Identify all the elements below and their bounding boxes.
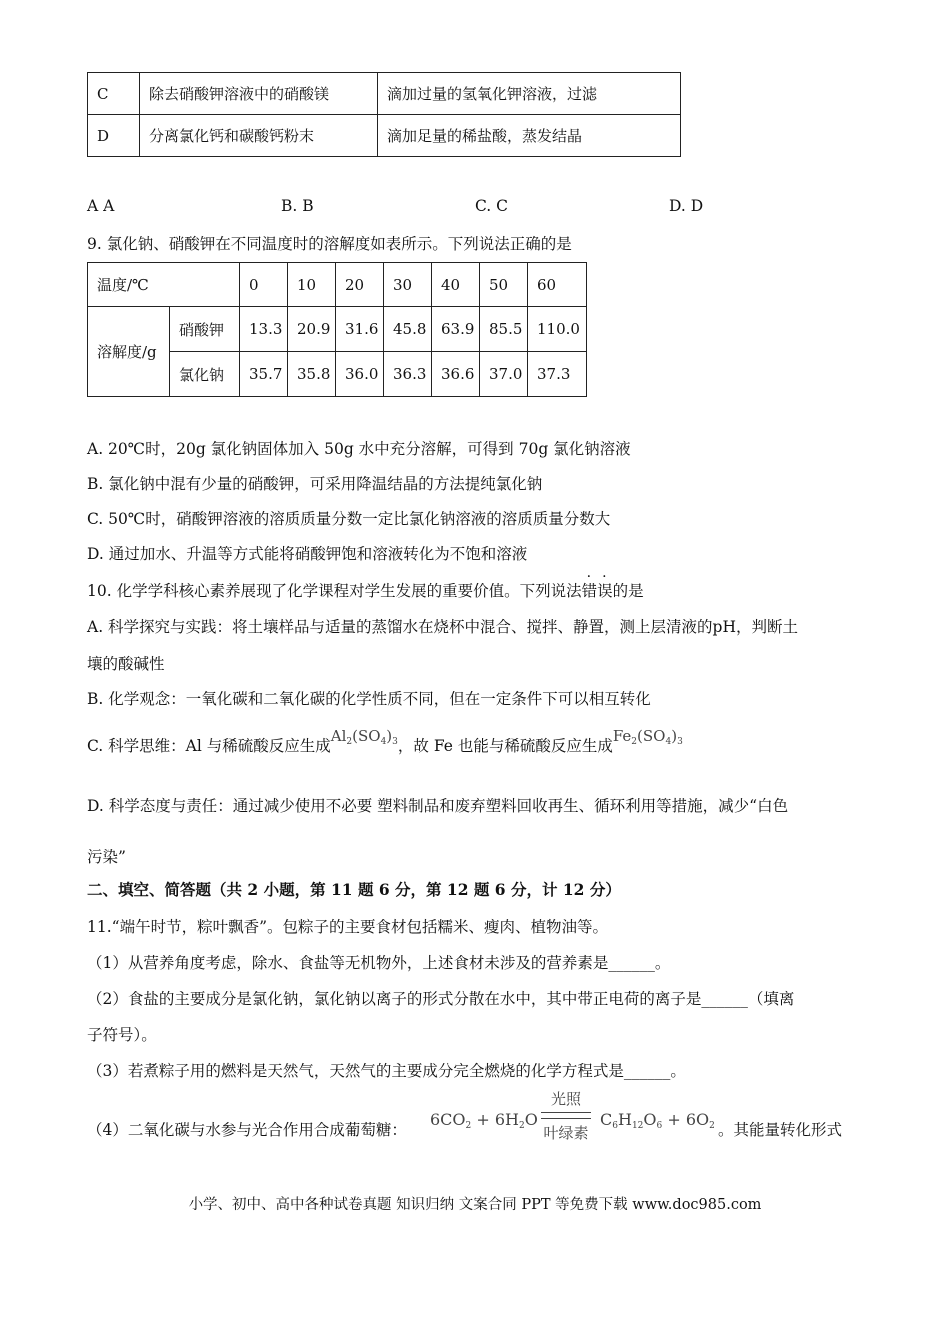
value-cell: 36.3 <box>384 352 432 397</box>
row-letter: D <box>88 115 140 157</box>
q10-option-d-line2: 污染” <box>87 848 126 866</box>
temp-label: 温度/℃ <box>88 263 240 307</box>
emphasis-char: 错 <box>581 582 598 600</box>
table-row <box>88 115 681 157</box>
equals-sign <box>541 1112 591 1119</box>
substance-name: 硝酸钾 <box>170 307 240 352</box>
q11-part3: （3）若煮粽子用的燃料是天然气，天然气的主要成分完全燃烧的化学方程式是______。 <box>87 1062 686 1080</box>
equation-condition-bottom: 叶绿素 <box>543 1124 589 1142</box>
q10-c-pre: C. 科学思维：Al 与稀硫酸反应生成 <box>87 737 331 755</box>
value-cell: 63.9 <box>432 307 480 352</box>
value-cell: 37.3 <box>528 352 587 397</box>
q10-option-c <box>87 727 683 757</box>
value-cell: 36.0 <box>336 352 384 397</box>
q10-option-b: B. 化学观念：一氧化碳和二氧化碳的化学性质不同，但在一定条件下可以相互转化 <box>87 690 651 708</box>
q10-stem-end: 的是 <box>612 582 644 600</box>
q10-option-d-line1: D. 科学态度与责任：通过减少使用不必要 塑料制品和废弃塑料回收再生、循环利用等措施，减少“白色 <box>87 797 789 815</box>
table-row <box>88 307 587 352</box>
q10-c-mid: ，故 Fe 也能与稀硫酸反应生成 <box>397 737 613 755</box>
table-row <box>88 73 681 115</box>
row-task: 除去硝酸钾溶液中的硝酸镁 <box>140 73 378 115</box>
temp-cell: 40 <box>432 263 480 307</box>
temp-cell: 20 <box>336 263 384 307</box>
temp-cell: 50 <box>480 263 528 307</box>
value-cell: 35.8 <box>288 352 336 397</box>
value-cell: 13.3 <box>240 307 288 352</box>
q10-option-a-line1: A. 科学探究与实践：将土壤样品与适量的蒸馏水在烧杯中混合、搅拌、静置，测上层清液的pH，判断土 <box>87 618 798 636</box>
q8-option-c: C. C <box>475 197 509 215</box>
q11-part2-line2: 子符号）。 <box>87 1026 157 1044</box>
q10-stem-text: 10. 化学学科核心素养展现了化学课程对学生发展的重要价值。下列说法 <box>87 582 582 600</box>
value-cell: 20.9 <box>288 307 336 352</box>
temp-cell: 10 <box>288 263 336 307</box>
section-heading: 二、填空、简答题（共 2 小题，第 11 题 6 分，第 12 题 6 分，计 12 分） <box>87 880 621 899</box>
q8-option-b: B. B <box>281 197 314 215</box>
value-cell: 85.5 <box>480 307 528 352</box>
q8-option-a: A A <box>87 197 115 215</box>
q8-option-d: D. D <box>669 197 704 215</box>
q11-stem: 11.“端午时节，粽叶飘香”。包粽子的主要食材包括糯米、瘦肉、植物油等。 <box>87 918 609 936</box>
row-letter: C <box>88 73 140 115</box>
q9-stem: 9. 氯化钠、硝酸钾在不同温度时的溶解度如表所示。下列说法正确的是 <box>87 235 572 253</box>
value-cell: 36.6 <box>432 352 480 397</box>
q11-part2-line1: （2）食盐的主要成分是氯化钠，氯化钠以离子的形式分散在水中，其中带正电荷的离子是______（填离 <box>87 990 795 1008</box>
row-method: 滴加过量的氢氧化钾溶液，过滤 <box>378 73 681 115</box>
q11-part4-post: 。其能量转化形式 <box>718 1121 843 1139</box>
equation-lhs: $6CO_2 + 6H_2O$ <box>430 1110 538 1131</box>
q9-option-d: D. 通过加水、升温等方式能将硝酸钾饱和溶液转化为不饱和溶液 <box>87 545 528 563</box>
value-cell: 35.7 <box>240 352 288 397</box>
equation-condition-top: 光照 <box>550 1090 581 1108</box>
q9-option-a: A. 20℃时，20g 氯化钠固体加入 50g 水中充分溶解，可得到 70g 氯化钠溶液 <box>87 440 631 458</box>
table-row <box>88 263 587 307</box>
formula-fe2so43: $Fe_2(SO_4)_3$ <box>612 727 683 747</box>
emphasis-char: 误 <box>597 582 613 600</box>
equation-rhs: $C_6H_{12}O_6 + 6O_2$ <box>600 1110 715 1131</box>
value-cell: 45.8 <box>384 307 432 352</box>
q8-table <box>87 72 681 157</box>
value-cell: 37.0 <box>480 352 528 397</box>
q9-option-b: B. 氯化钠中混有少量的硝酸钾，可采用降温结晶的方法提纯氯化钠 <box>87 475 543 493</box>
temp-cell: 60 <box>528 263 587 307</box>
q11-part4-pre: （4）二氧化碳与水参与光合作用合成葡萄糖： <box>87 1121 407 1139</box>
substance-name: 氯化钠 <box>170 352 240 397</box>
value-cell: 31.6 <box>336 307 384 352</box>
value-cell: 110.0 <box>528 307 587 352</box>
q9-option-c: C. 50℃时，硝酸钾溶液的溶质质量分数一定比氯化钠溶液的溶质质量分数大 <box>87 510 611 528</box>
temp-cell: 0 <box>240 263 288 307</box>
q10-option-a-line2: 壤的酸碱性 <box>87 655 165 673</box>
solubility-table <box>87 262 587 397</box>
q11-part1: （1）从营养角度考虑，除水、食盐等无机物外，上述食材未涉及的营养素是______。 <box>87 954 671 972</box>
row-task: 分离氯化钙和碳酸钙粉末 <box>140 115 378 157</box>
row-method: 滴加足量的稀盐酸，蒸发结晶 <box>378 115 681 157</box>
q10-stem <box>87 579 644 601</box>
temp-cell: 30 <box>384 263 432 307</box>
page-footer: 小学、初中、高中各种试卷真题 知识归纳 文案合同 PPT 等免费下载 www.doc985.com <box>188 1197 762 1213</box>
formula-al2so43: $Al_2(SO_4)_3$ <box>330 727 398 747</box>
solubility-label: 溶解度/g <box>88 307 170 397</box>
